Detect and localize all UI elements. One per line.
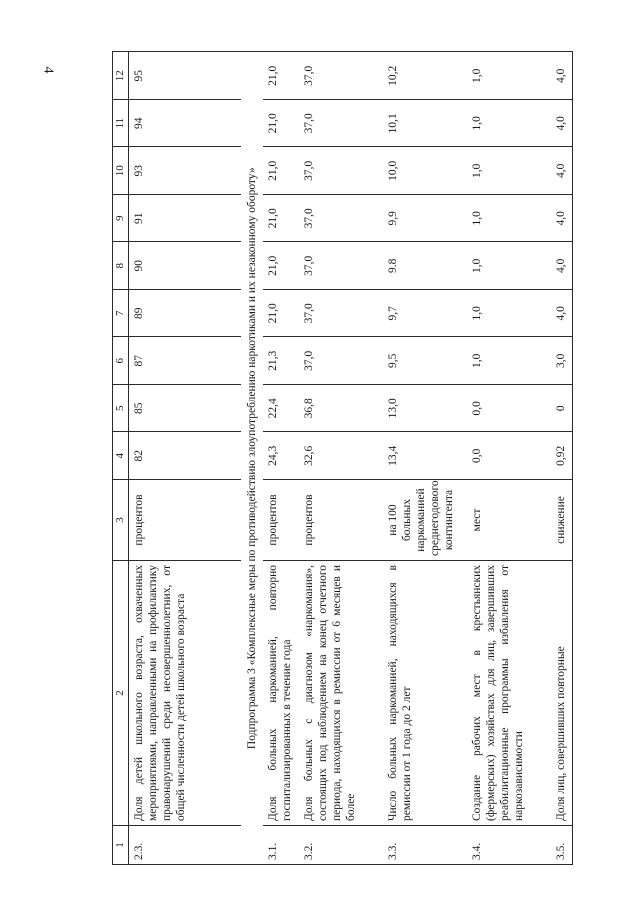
header-cell: 5 <box>113 385 129 433</box>
value-cell: 93 <box>129 147 241 195</box>
header-cell: 10 <box>113 147 129 195</box>
subprogram-title: Подпрограмма 3 «Комплексные меры по противодействию злоупотреблению наркотиками и их незаконному обороту» <box>241 52 263 865</box>
value-cell: 37,0 <box>299 100 383 148</box>
value-cell: 37,0 <box>299 242 383 290</box>
value-cell: 13,0 <box>383 385 467 433</box>
header-cell: 3 <box>113 480 129 561</box>
row-description: Число больных наркоманией, находящихся в ремиссии от 1 года до 2 лет <box>383 561 467 826</box>
value-cell: 9,7 <box>383 290 467 338</box>
value-cell: 94 <box>129 100 241 148</box>
table-header-row <box>113 52 129 865</box>
value-cell: 91 <box>129 195 241 243</box>
value-cell: 3,0 <box>551 337 573 385</box>
value-cell: 0,0 <box>467 432 551 480</box>
row-unit: на 100 больных наркоманией среднегодового контингента <box>383 480 467 561</box>
value-cell: 21,0 <box>263 195 299 243</box>
table-row <box>551 52 573 865</box>
value-cell: 4,0 <box>551 195 573 243</box>
row-number: 2.3. <box>129 826 241 865</box>
header-cell: 6 <box>113 337 129 385</box>
header-cell: 7 <box>113 290 129 338</box>
value-cell: 1,0 <box>467 242 551 290</box>
value-cell: 9,9 <box>383 195 467 243</box>
value-cell: 0,92 <box>551 432 573 480</box>
value-cell: 9,5 <box>383 337 467 385</box>
value-cell: 10,0 <box>383 147 467 195</box>
header-cell: 9 <box>113 195 129 243</box>
row-unit: процентов <box>263 480 299 561</box>
value-cell: 37,0 <box>299 290 383 338</box>
row-number: 3.4. <box>467 826 551 865</box>
value-cell: 85 <box>129 385 241 433</box>
header-cell: 8 <box>113 242 129 290</box>
value-cell: 1,0 <box>467 52 551 100</box>
value-cell: 37,0 <box>299 147 383 195</box>
value-cell: 32,6 <box>299 432 383 480</box>
table-row <box>383 52 467 865</box>
value-cell: 37,0 <box>299 52 383 100</box>
value-cell: 21,0 <box>263 52 299 100</box>
table-row <box>299 52 383 865</box>
row-description: Доля детей школьного возраста, охваченных мероприятиями, направленными на профилактику правонарушений среди несовершеннолетних, от общей численности детей школьного возраста <box>129 561 241 826</box>
row-unit: мест <box>467 480 551 561</box>
header-cell: 2 <box>113 561 129 826</box>
header-cell: 4 <box>113 432 129 480</box>
value-cell: 9.8 <box>383 242 467 290</box>
value-cell: 1,0 <box>467 147 551 195</box>
value-cell: 37,0 <box>299 195 383 243</box>
value-cell: 37,0 <box>299 337 383 385</box>
value-cell: 21,0 <box>263 100 299 148</box>
value-cell: 24,3 <box>263 432 299 480</box>
value-cell: 87 <box>129 337 241 385</box>
value-cell: 4,0 <box>551 52 573 100</box>
value-cell: 0,0 <box>467 385 551 433</box>
header-cell: 1 <box>113 826 129 865</box>
value-cell: 95 <box>129 52 241 100</box>
value-cell: 4,0 <box>551 290 573 338</box>
row-unit: снижение <box>551 480 573 561</box>
value-cell: 0 <box>551 385 573 433</box>
value-cell: 10,2 <box>383 52 467 100</box>
row-number: 3.1. <box>263 826 299 865</box>
header-cell: 12 <box>113 52 129 100</box>
table-row <box>263 52 299 865</box>
value-cell: 1,0 <box>467 337 551 385</box>
value-cell: 13,4 <box>383 432 467 480</box>
value-cell: 21,0 <box>263 242 299 290</box>
row-unit: процентов <box>299 480 383 561</box>
row-number: 3.2. <box>299 826 383 865</box>
rotated-table-wrapper <box>112 65 567 865</box>
subprogram-row <box>241 52 263 865</box>
value-cell: 4,0 <box>551 147 573 195</box>
row-description: Создание рабочих мест в крестьянских (фермерских) хозяйствах для лиц, завершивших реабилитационные программы избавления от наркозависимости <box>467 561 551 826</box>
value-cell: 1,0 <box>467 195 551 243</box>
value-cell: 1,0 <box>467 290 551 338</box>
value-cell: 90 <box>129 242 241 290</box>
value-cell: 4,0 <box>551 100 573 148</box>
row-unit: процентов <box>129 480 241 561</box>
value-cell: 21,0 <box>263 290 299 338</box>
value-cell: 89 <box>129 290 241 338</box>
value-cell: 21,3 <box>263 337 299 385</box>
value-cell: 82 <box>129 432 241 480</box>
row-description: Доля больных с диагнозом «наркомания», состоящих под наблюдением на конец отчетного периода, находящихся в ремиссии от 6 месяцев и более <box>299 561 383 826</box>
value-cell: 36,8 <box>299 385 383 433</box>
value-cell: 22,4 <box>263 385 299 433</box>
header-cell: 11 <box>113 100 129 148</box>
value-cell: 1,0 <box>467 100 551 148</box>
row-number: 3.5. <box>551 826 573 865</box>
table-row <box>129 52 241 865</box>
indicators-table <box>112 52 573 866</box>
page-number: 4 <box>40 66 56 74</box>
value-cell: 21,0 <box>263 147 299 195</box>
row-description: Доля лиц, совершивших повторные <box>551 561 573 826</box>
table-row <box>467 52 551 865</box>
value-cell: 10,1 <box>383 100 467 148</box>
row-number: 3.3. <box>383 826 467 865</box>
value-cell: 4,0 <box>551 242 573 290</box>
row-description: Доля больных наркоманией, повторно госпитализированных в течение года <box>263 561 299 826</box>
